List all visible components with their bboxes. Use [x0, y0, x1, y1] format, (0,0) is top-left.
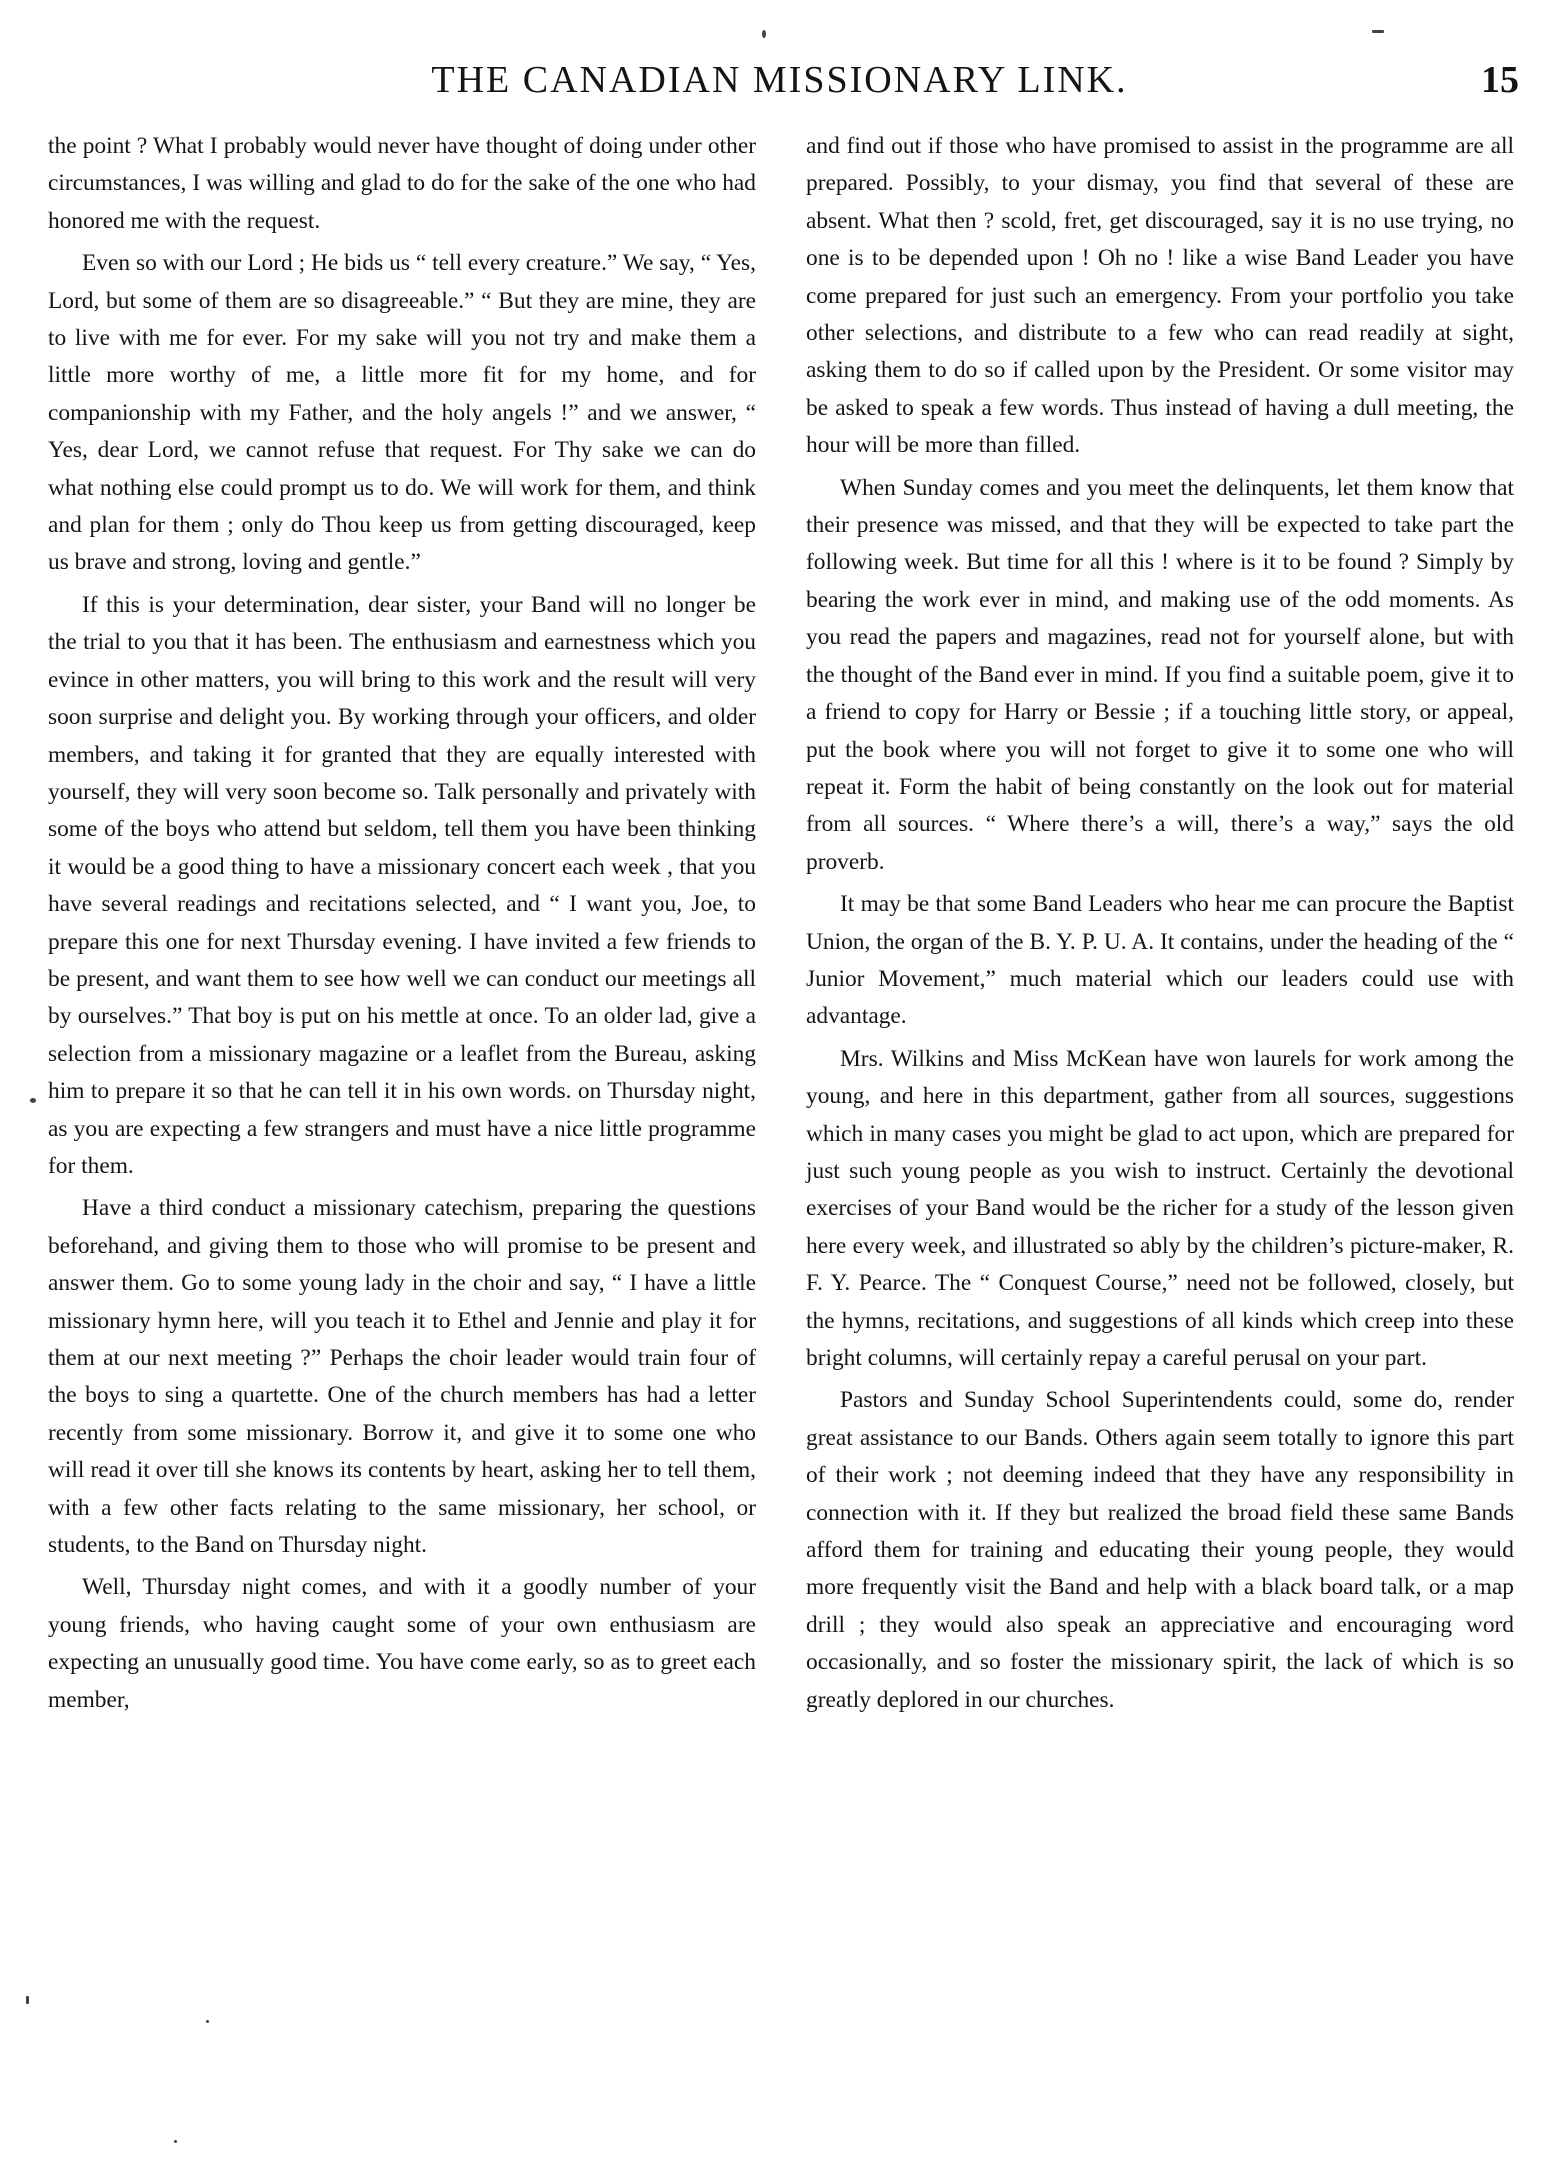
page-number: 15 — [1481, 59, 1519, 101]
paragraph: Mrs. Wilkins and Miss McKean have won laurels for work among the young, and here in this department, gather from all sources, suggestions which in many cases you might be glad to act upon, which are prepared for just such young people as you wish to instruct. Certainly the devotional exercises of your Band would be the richer for a study of the lesson given here every week, and illustrated so ably by the children’s picture-maker, R. F. Y. Pearce. The “ Conquest Course,” need not be followed, closely, but the hymns, recitations, and suggestions of all kinds which creep into these bright columns, will certainly repay a careful perusal on your part. — [806, 1045, 1514, 1371]
scan-speck — [30, 1098, 36, 1103]
paragraph: Well, Thursday night comes, and with it a goodly number of your young friends, who having caught some of your own enthusiasm are expecting an unusually good time. You have come early, so as to greet each member, — [48, 1574, 756, 1713]
right-column — [806, 128, 1514, 1724]
paragraph: and find out if those who have promised to assist in the programme are all prepared. Possibly, to your dismay, you find that several of these are absent. What then ? scold, fret, get discouraged, say it is no use trying, no one is to be depended upon ! Oh no ! like a wise Band Leader you have come prepared for just such an emergency. From your portfolio you take other selections, and distribute to a few who can read readily at sight, asking them to do so if called upon by the President. Or some visitor may be asked to speak a few words. Thus instead of having a dull meeting, the hour will be more than filled. — [806, 133, 1514, 459]
scan-speck — [1372, 30, 1384, 33]
paragraph: Have a third conduct a missionary catechism, preparing the questions beforehand, and giving them to those who will promise to be present and answer them. Go to some young lady in the choir and say, “ I have a little missionary hymn here, will you teach it to Ethel and Jennie and play it for them at our next meeting ?” Perhaps the choir leader would train four of the boys to sing a quartette. One of the church members has had a letter recently from some missionary. Borrow it, and give it to some one who will read it over till she knows its contents by heart, asking her to tell them, with a few other facts relating to the same missionary, her school, or students, to the Band on Thursday night. — [48, 1195, 756, 1559]
scan-speck — [762, 30, 766, 38]
left-column — [48, 128, 756, 1724]
scan-speck — [206, 2020, 209, 2023]
paragraph: Pastors and Sunday School Superintendents could, some do, render great assistance to our Bands. Others again seem totally to ignore this part of their work ; not deeming indeed that they have any responsibility in connection with it. If they but realized the broad field these same Bands afford them for training and educating their young people, they would more frequently visit the Band and help with a black board talk, or a map drill ; they would also speak an appreciative and encouraging word occasionally, and so foster the missionary spirit, the lack of which is so greatly deplored in our churches. — [806, 1387, 1514, 1713]
scan-speck — [174, 2140, 177, 2143]
paragraph: Even so with our Lord ; He bids us “ tell every creature.” We say, “ Yes, Lord, but some of them are so disagreeable.” “ But they are mine, they are to live with me for ever. For my sake will you not try and make them a little more worthy of me, a little more fit for my home, and for companionship with my Father, and the holy angels !” and we answer, “ Yes, dear Lord, we cannot refuse that request. For Thy sake we can do what nothing else could prompt us to do. We will work for them, and think and plan for them ; only do Thou keep us from getting discouraged, keep us brave and strong, loving and gentle.” — [48, 250, 756, 576]
paragraph: It may be that some Band Leaders who hear me can procure the Baptist Union, the organ of the B. Y. P. U. A. It contains, under the heading of the “ Junior Movement,” much material which our leaders could use with advantage. — [806, 891, 1514, 1030]
paragraph: When Sunday comes and you meet the delinquents, let them know that their presence was missed, and that they will be expected to take part the following week. But time for all this ! where is it to be found ? Simply by bearing the work ever in mind, and making use of the odd moments. As you read the papers and magazines, read not for yourself alone, but with the thought of the Band ever in mind. If you find a suitable poem, give it to a friend to copy for Harry or Bessie ; if a touching little story, or appeal, put the book where you will not forget to give it to some one who will repeat it. Form the habit of being constantly on the look out for material from all sources. “ Where there’s a will, there’s a way,” says the old proverb. — [806, 474, 1514, 875]
publication-title: THE CANADIAN MISSIONARY LINK. — [431, 59, 1128, 101]
scan-speck — [26, 1996, 29, 2004]
paragraph: If this is your determination, dear sister, your Band will no longer be the trial to you that it has been. The enthusiasm and earnestness which you evince in other matters, you will bring to this work and the result will very soon surprise and delight you. By working through your officers, and older members, and taking it for granted that they are equally interested with yourself, they will very soon become so. Talk personally and privately with some of the boys who attend but seldom, tell them you have been thinking it would be a good thing to have a missionary concert each week , that you have several readings and recitations selected, and “ I want you, Joe, to prepare this one for next Thursday evening. I have invited a few friends to be present, and want them to see how well we can conduct our meetings all by ourselves.” That boy is put on his mettle at once. To an older lad, give a selection from a missionary magazine or a leaflet from the Bureau, asking him to prepare it so that he can tell it in his own words. on Thursday night, as you are expecting a few strangers and must have a nice little programme for them. — [48, 591, 756, 1179]
running-head — [0, 58, 1559, 118]
paragraph: the point ? What I probably would never have thought of doing under other circumstances, I was willing and glad to do for the sake of the one who had honored me with the request. — [48, 133, 756, 234]
